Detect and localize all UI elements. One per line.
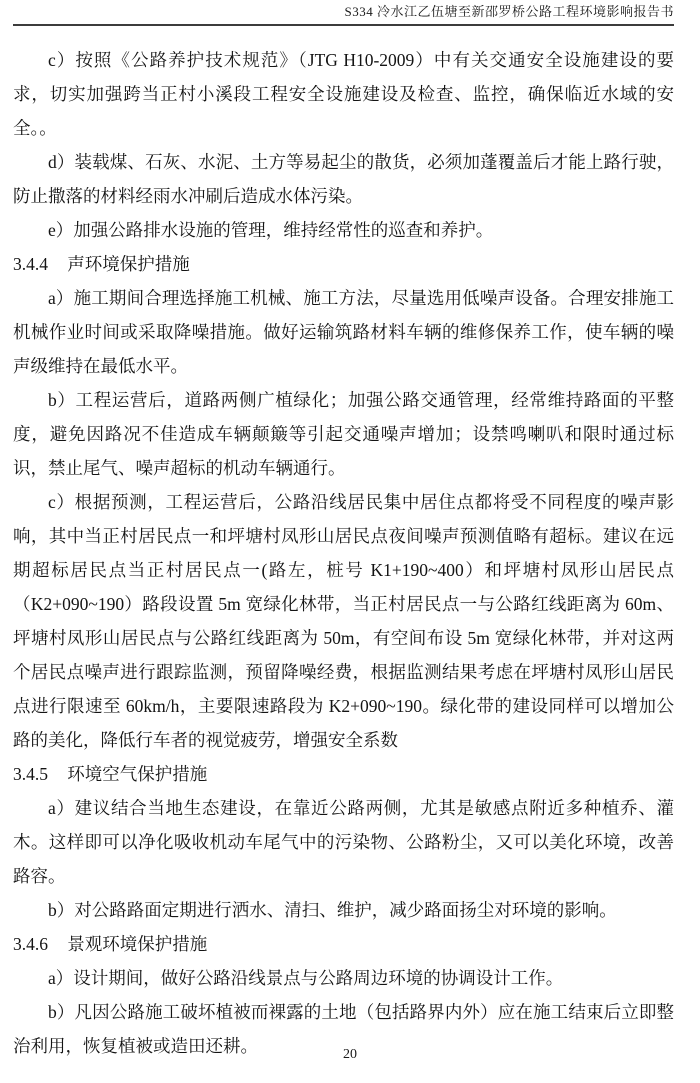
paragraph-landscape-design: a）设计期间，做好公路沿线景点与公路周边环境的协调设计工作。 [48,968,564,988]
section-number: 3.4.4 [13,254,48,274]
section-number: 3.4.5 [13,764,48,784]
section-heading-landscape-protection [13,927,674,961]
paragraph-road-maintenance-spec: c）按照《公路养护技术规范》（JTG H10-2009）中有关交通安全设施建设的要求，切实加强跨当正村小溪段工程安全设施建设及检查、监控，确保临近水域的安全。。 [13,50,674,138]
section-title: 声环境保护措施 [67,254,190,274]
paragraph-roadside-planting: a）建议结合当地生态建设，在靠近公路两侧，尤其是敏感点附近多种植乔、灌木。这样即可以净化吸收机动车尾气中的污染物、公路粉尘，又可以美化环境，改善路容。 [13,798,674,886]
page-header [13,4,674,26]
paragraph-operation-noise-control: b）工程运营后，道路两侧广植绿化；加强公路交通管理，经常维持路面的平整度，避免因路况不佳造成车辆颠簸等引起交通噪声增加；设禁鸣喇叭和限时通过标识，禁止尾气、噪声超标的机动车辆通行。 [13,390,674,478]
paragraph-construction-noise-control: a）施工期间合理选择施工机械、施工方法，尽量选用低噪声设备。合理安排施工机械作业时间或采取降噪措施。做好运输筑路材料车辆的维修保养工作，使车辆的噪声级维持在最低水平。 [13,288,674,376]
paragraph-vegetation-restoration: b）凡因公路施工破坏植被而裸露的土地（包括路界内外）应在施工结束后立即整治利用，恢复植被或造田还耕。 [13,1002,674,1056]
page-header-title: S334 冷水江乙伍塘至新邵罗桥公路工程环境影响报告书 [344,4,674,19]
paragraph-drainage-management: e）加强公路排水设施的管理，维持经常性的巡查和养护。 [48,220,494,240]
document-body [13,26,674,1063]
paragraph-road-sprinkling: b）对公路路面定期进行洒水、清扫、维护，减少路面扬尘对环境的影响。 [48,900,617,920]
section-title: 环境空气保护措施 [67,764,208,784]
section-number: 3.4.6 [13,934,48,954]
section-heading-noise-protection [13,247,674,281]
section-heading-air-protection [13,757,674,791]
section-title: 景观环境保护措施 [67,934,208,954]
paragraph-dust-cargo-cover: d）装载煤、石灰、水泥、土方等易起尘的散货，必须加蓬覆盖后才能上路行驶，防止撒落的材料经雨水冲刷后造成水体污染。 [13,152,674,206]
paragraph-noise-prediction-greenbelt: c）根据预测，工程运营后，公路沿线居民集中居住点都将受不同程度的噪声影响，其中当正村居民点一和坪塘村凤形山居民点夜间噪声预测值略有超标。建议在远期超标居民点当正村居民点一(路左，桩号 K1+190~400）和坪塘村凤形山居民点（K2+090~190）路段设置 5m 宽绿化林带，当正村居民点一与公路红线距离为 60m、坪塘村凤形山居民点与公路红线距离为 50m，有空间布设 5m 宽绿化林带，并对这两个居民点噪声进行跟踪监测，预留降噪经费，根据监测结果考虑在坪塘村凤形山居民点进行限速至 60km/h，主要限速路段为 K2+090~190。绿化带的建设同样可以增加公路的美化，降低行车者的视觉疲劳，增强安全系数 [13,492,674,750]
page-number: 20 [343,1047,357,1062]
